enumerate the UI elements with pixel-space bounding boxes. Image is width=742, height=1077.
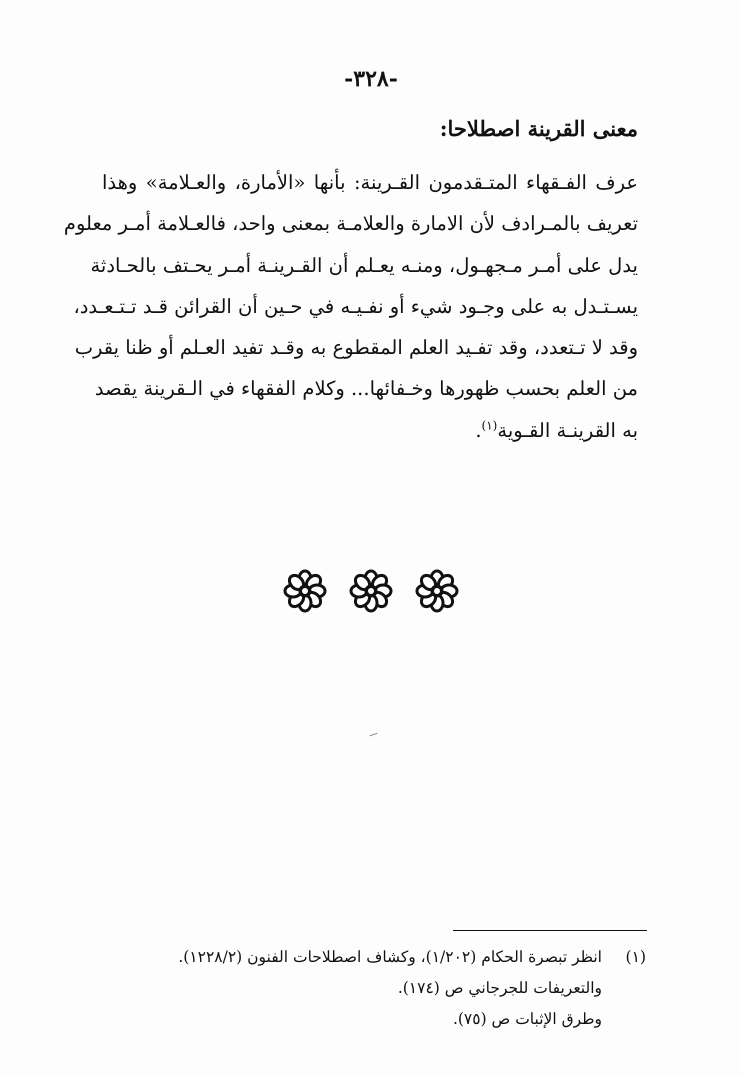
footnote-text: وطرق الإثبات ص (٧٥). (452, 1010, 602, 1028)
body-line: من العلم بحسب ظهورها وخـفائها... وكلام الفقهاء في الـقرينة يقصد (94, 377, 638, 401)
body-line: يسـتـدل به على وجـود شيء أو نفـيـه في حـين أن القرائن قـد تـتـعـدد، (73, 294, 638, 318)
body-line: عرف الفـقهاء المتـقدمون القـرينة: بأنها «الأمارة، والعـلامة» وهذا (102, 171, 638, 194)
body-line-last (102, 410, 638, 451)
flower-ornament-icon (415, 569, 459, 613)
footnote-separator (453, 930, 647, 931)
footnote-line (86, 942, 646, 973)
footnote-reference: (١) (481, 418, 498, 433)
body-line: تعريف بالمـرادف لأن الامارة والعلامـة بمعنى واحد، فالعـلامة أمـر معلوم (63, 212, 638, 236)
body-last-text: به القرينـة القـوية (497, 418, 638, 442)
section-divider-ornaments (0, 569, 742, 613)
footnote-text: والتعريفات للجرجاني ص (١٧٤). (397, 979, 602, 997)
footnotes (86, 942, 646, 1035)
body-line: وقد لا تـتعدد، وقد تفـيد العلم المقطوع به وقـد تفيد العـلم أو ظنا يقرب (74, 336, 638, 360)
section-heading: معنى القرينة اصطلاحا: (439, 116, 638, 141)
footnote-line (86, 1004, 646, 1035)
body-line: يدل على أمـر مـجهـول، ومنـه يعـلم أن القـرينـة أمـر يحـتف بالحـادثة (90, 253, 638, 277)
body-paragraph (63, 162, 638, 451)
body-last-punct: . (475, 418, 482, 442)
scan-speck (370, 733, 379, 739)
footnote-line (86, 973, 646, 1004)
flower-ornament-icon (349, 569, 393, 613)
flower-ornament-icon (283, 569, 327, 613)
footnote-number: (١) (625, 948, 646, 966)
footnote-text: انظر تبصرة الحكام (١/٢٠٢)، وكشاف اصطلاحات الفنون (١٢٢٨/٢). (178, 948, 602, 966)
page-number: -٣٢٨- (344, 66, 398, 92)
